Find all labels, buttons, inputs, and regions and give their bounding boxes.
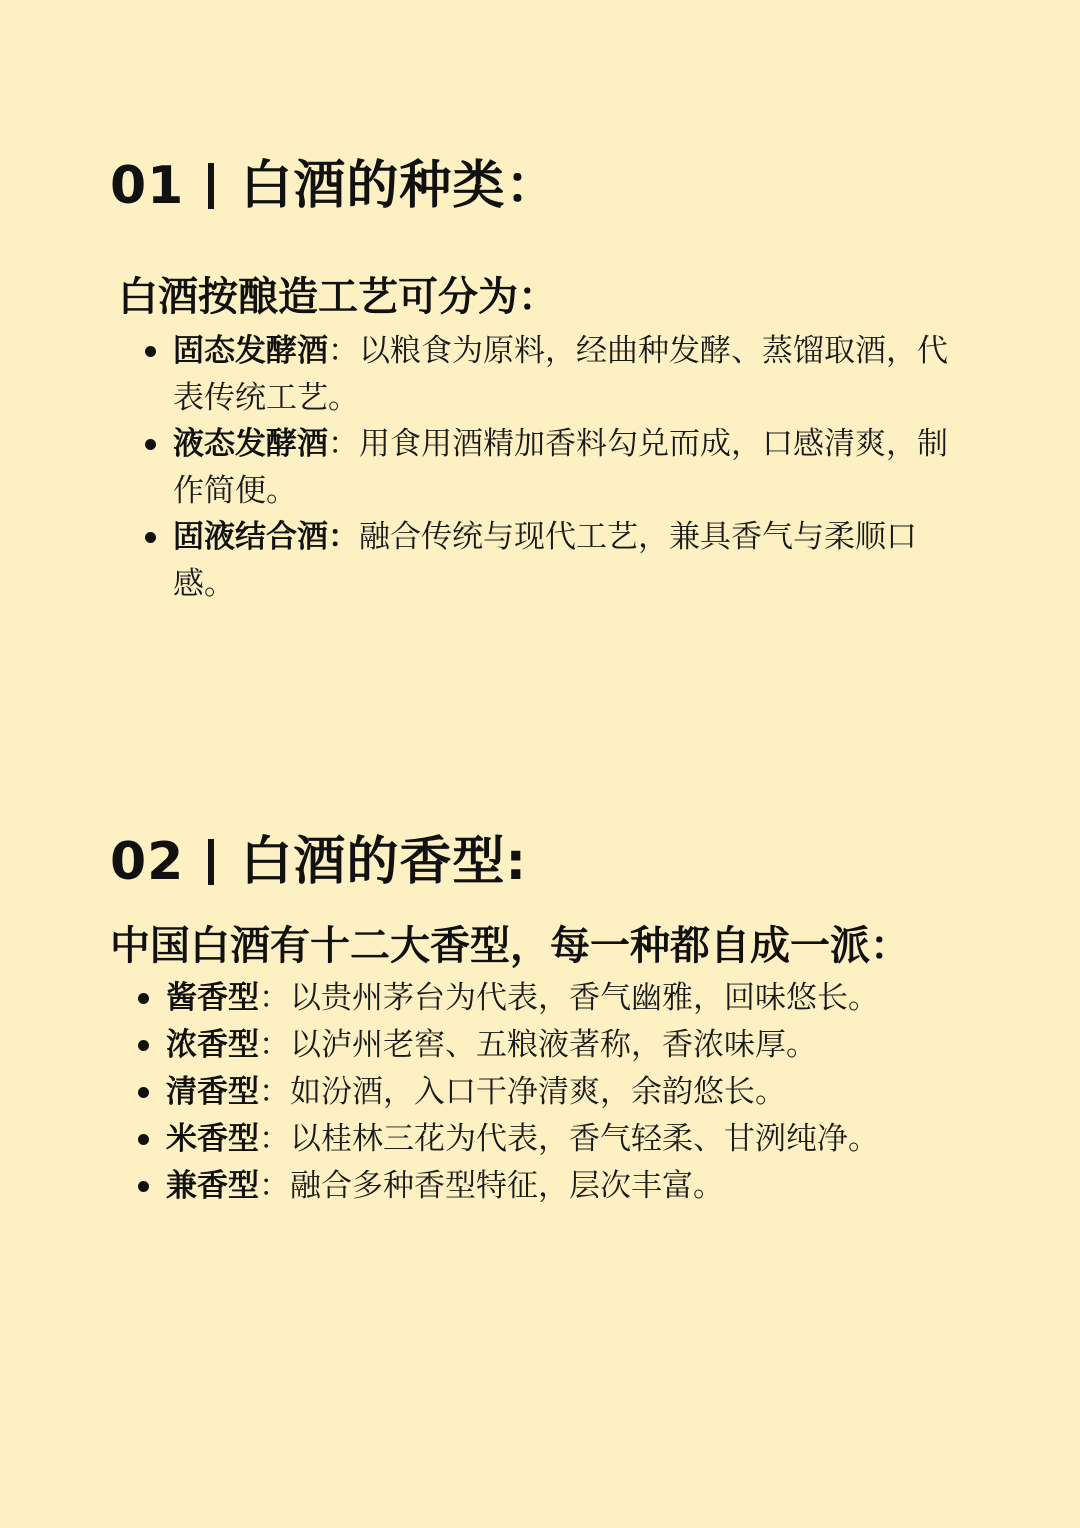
bullet-icon (138, 1134, 149, 1145)
item-term: 酱香型 (166, 980, 259, 1016)
list-item (138, 1116, 978, 1163)
item-description: 以贵州茅台为代表，香气幽雅，回味悠长。 (290, 980, 879, 1016)
item-term: 固液结合酒： (173, 519, 359, 555)
list-item (145, 328, 965, 421)
bullet-icon (145, 346, 156, 357)
item-separator: ： (328, 426, 359, 462)
list-item (138, 1069, 978, 1116)
list-item (145, 421, 965, 514)
list-item (138, 975, 978, 1022)
section-1-heading (110, 156, 559, 216)
item-description: 以桂林三花为代表，香气轻柔、甘洌纯净。 (290, 1121, 879, 1157)
section-1-number: 01 (110, 156, 185, 216)
item-term: 米香型 (166, 1121, 259, 1157)
list-item (138, 1163, 978, 1210)
item-term: 兼香型 (166, 1168, 259, 1204)
list-item (145, 514, 965, 607)
bullet-icon (145, 532, 156, 543)
item-term: 浓香型 (166, 1027, 259, 1063)
item-term: 液态发酵酒 (173, 426, 328, 462)
item-description: 如汾酒，入口干净清爽，余韵悠长。 (290, 1074, 786, 1110)
item-description: 用食用酒精加香料勾兑而成，口感清爽，制作简便。 (173, 426, 948, 509)
section-1-title: 白酒的种类： (240, 156, 559, 216)
item-term: 清香型 (166, 1074, 259, 1110)
heading-divider (208, 839, 214, 885)
bullet-icon (138, 993, 149, 1004)
bullet-icon (145, 439, 156, 450)
item-description: 融合多种香型特征，层次丰富。 (290, 1168, 724, 1204)
section-2-number: 02 (110, 832, 185, 892)
heading-divider (208, 163, 214, 209)
section-2-heading (110, 832, 528, 892)
bullet-icon (138, 1181, 149, 1192)
bullet-icon (138, 1087, 149, 1098)
item-separator: ： (259, 980, 290, 1016)
list-item (138, 1022, 978, 1069)
item-description: 以粮食为原料，经曲种发酵、蒸馏取酒，代表传统工艺。 (173, 333, 948, 416)
item-description: 以泸州老窖、五粮液著称，香浓味厚。 (290, 1027, 817, 1063)
item-separator: ： (259, 1027, 290, 1063)
section-2-title: 白酒的香型: (240, 832, 528, 892)
item-term: 固态发酵酒 (173, 333, 328, 369)
item-separator: ： (259, 1074, 290, 1110)
section-1-intro: 白酒按酿造工艺可分为： (118, 274, 558, 320)
item-separator: ： (328, 333, 359, 369)
item-description: 融合传统与现代工艺，兼具香气与柔顺口感。 (173, 519, 917, 602)
bullet-icon (138, 1040, 149, 1051)
item-separator: ： (259, 1168, 290, 1204)
section-2-list (138, 975, 978, 1210)
section-2-intro: 中国白酒有十二大香型，每一种都自成一派： (110, 923, 910, 969)
item-separator: ： (259, 1121, 290, 1157)
section-1-list (145, 328, 965, 607)
